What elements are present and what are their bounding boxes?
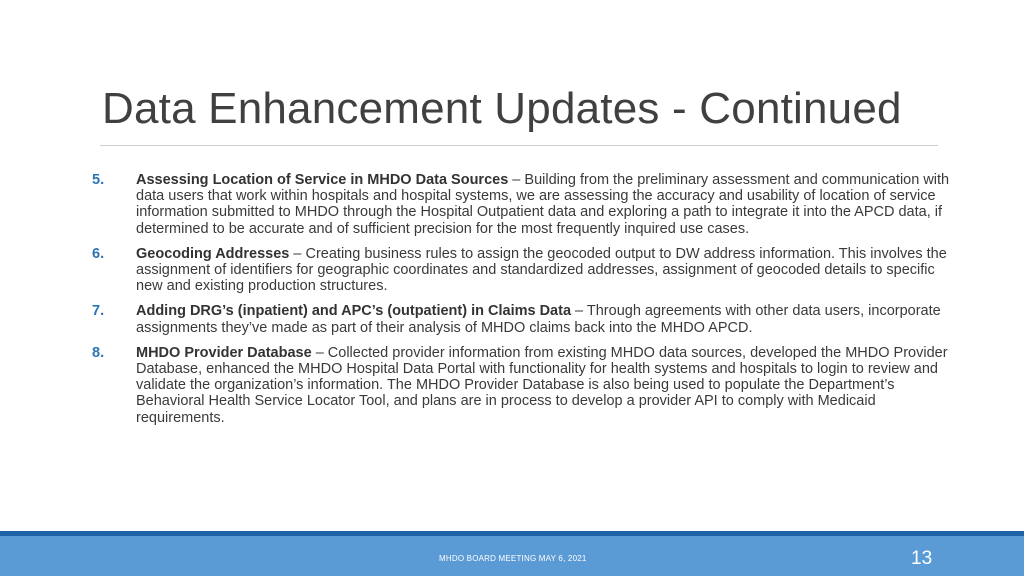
item-heading: Geocoding Addresses [136,245,290,262]
item-heading: Assessing Location of Service in MHDO Data Sources [136,172,509,188]
item-description: – Creating business rules to assign the geocoded output to DW address information. This involves the assignment of identifiers for geographic coordinates and standardized addresses, assignment of geocoded details to specific new and existing production structures. [136,245,947,295]
item-number: 6. [92,245,105,262]
list-item-5 [90,172,950,237]
footer-meeting-label: MHDO BOARD MEETING MAY 6, 2021 [439,554,587,563]
page-number: 13 [911,548,933,569]
update-list [90,172,950,435]
item-number: 7. [92,303,105,320]
item-number: 8. [92,344,105,361]
title-divider [100,145,938,146]
item-number: 5. [92,172,105,188]
list-item-6 [90,246,950,295]
item-description: – Building from the preliminary assessment and communication with data users that work within hospitals and hospital systems, we are assessing the accuracy and usability of location of service information submitted to MHDO through the Hospital Outpatient data and exploring a path to integrate it into the APCD data, if determined to be accurate and of sufficient precision for the most frequently inquired use cases. [136,172,950,237]
item-heading: MHDO Provider Database [136,344,312,361]
list-item-7 [90,303,950,335]
item-description: – Collected provider information from existing MHDO data sources, developed the MHDO Provider Database, enhanced the MHDO Hospital Data Portal with functionality for health systems and hospitals to login to review and validate the organization’s information. The MHDO Provider Database is also being used to populate the Department’s Behavioral Health Service Locator Tool, and plans are in process to develop a provider API to comply with Medicaid requirements. [136,344,948,426]
item-description: – Through agreements with other data users, incorporate assignments they’ve made as part of their analysis of MHDO claims back into the MHDO APCD. [136,303,941,336]
list-item-8 [90,345,950,426]
item-heading: Adding DRG’s (inpatient) and APC’s (outpatient) in Claims Data [136,303,572,320]
slide-title: Data Enhancement Updates - Continued [102,84,902,133]
